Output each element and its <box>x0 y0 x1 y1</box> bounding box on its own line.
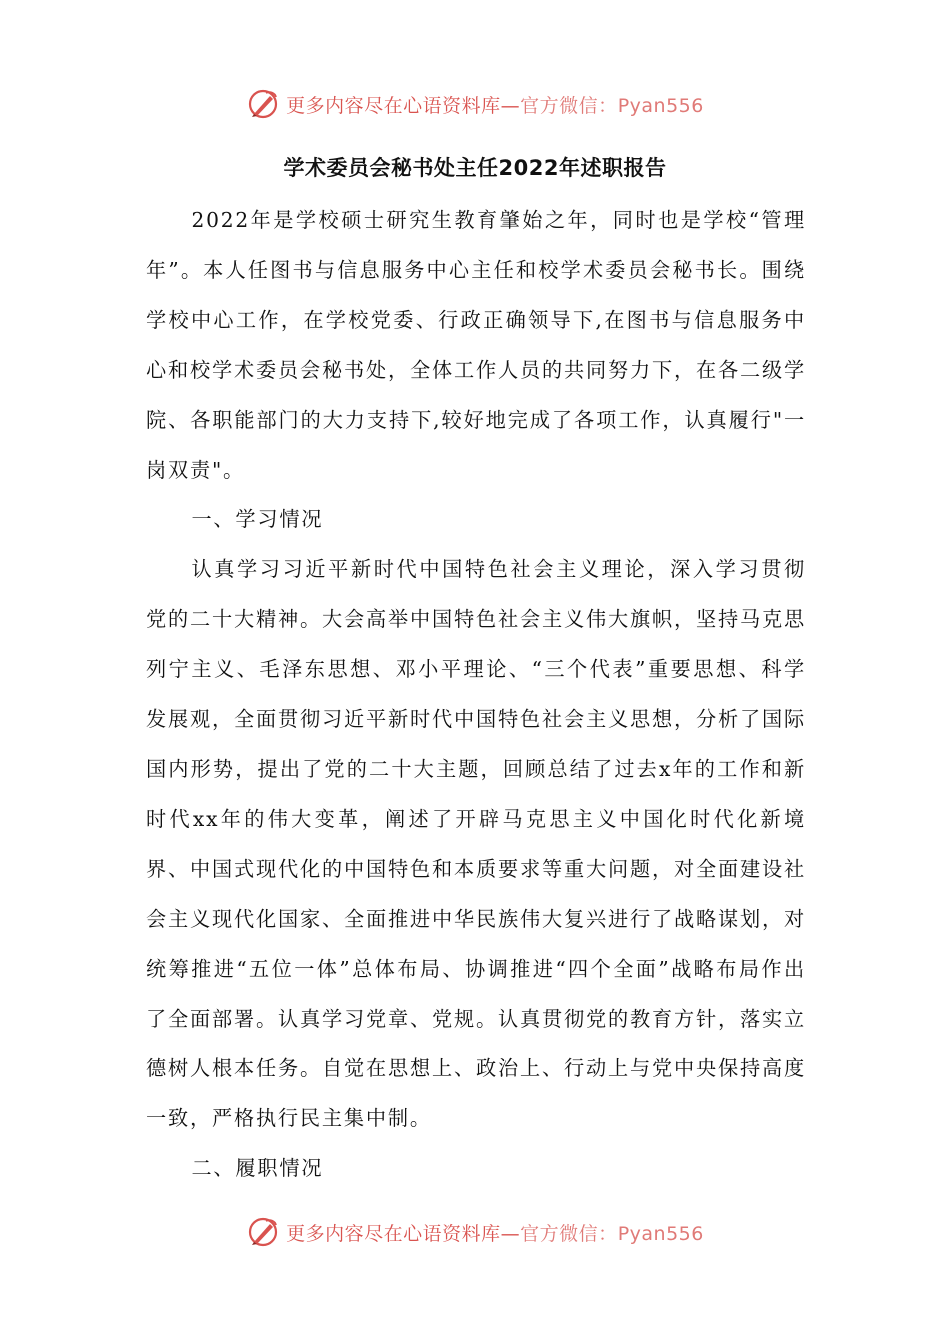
paragraph-study: 认真学习习近平新时代中国特色社会主义理论，深入学习贯彻党的二十大精神。大会高举中国特色社会主义伟大旗帜，坚持马克思列宁主义、毛泽东思想、邓小平理论、“三个代表”重要思想、科学发展观，全面贯彻习近平新时代中国特色社会主义思想，分析了国际国内形势，提出了党的二十大主题，回顾总结了过去x年的工作和新时代xx年的伟大变革，阐述了开辟马克思主义中国化时代化新境界、中国式现代化的中国特色和本质要求等重大问题，对全面建设社会主义现代化国家、全面推进中华民族伟大复兴进行了战略谋划，对统筹推进“五位一体”总体布局、协调推进“四个全面”战略布局作出了全面部署。认真学习党章、党规。认真贯彻党的教育方针，落实立德树人根本任务。自觉在思想上、政治上、行动上与党中央保持高度一致，严格执行民主集中制。 <box>146 557 806 1131</box>
header-watermark <box>0 84 950 124</box>
watermark-text: 更多内容尽在心语资料库—官方微信：Pyan556 <box>286 1222 704 1245</box>
footer-watermark <box>0 1212 950 1252</box>
section-heading-duty: 二、履职情况 <box>191 1156 324 1181</box>
pen-logo-icon <box>246 1215 280 1249</box>
watermark-text: 更多内容尽在心语资料库—官方微信：Pyan556 <box>286 94 704 117</box>
document-title: 学术委员会秘书处主任2022年述职报告 <box>283 156 667 180</box>
document-body <box>146 196 806 1194</box>
pen-logo-icon <box>246 87 280 121</box>
section-heading-study: 一、学习情况 <box>191 507 324 532</box>
paragraph-intro: 2022年是学校硕士研究生教育肇始之年，同时也是学校“管理年”。本人任图书与信息服务中心主任和校学术委员会秘书长。围绕学校中心工作，在学校党委、行政正确领导下,在图书与信息服务中心和校学术委员会秘书处，全体工作人员的共同努力下，在各二级学院、各职能部门的大力支持下,较好地完成了各项工作，认真履行"一岗双责"。 <box>146 208 806 482</box>
